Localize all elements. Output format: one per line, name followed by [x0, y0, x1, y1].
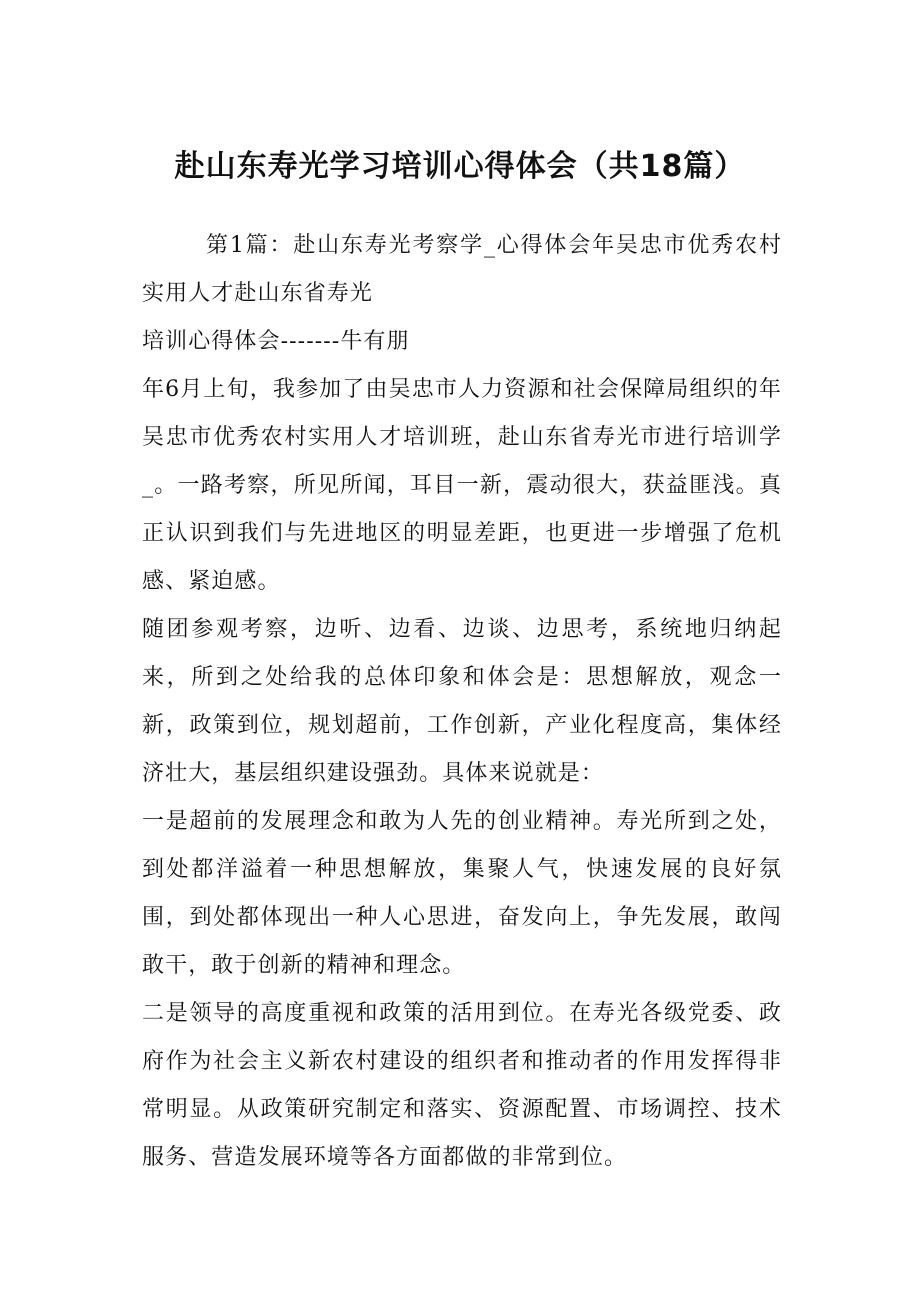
paragraph-summary: 随团参观考察，边听、边看、边谈、边思考，系统地归纳起来，所到之处给我的总体印象和体会是：思想解放，观念一新，政策到位，规划超前，工作创新，产业化程度高，集体经济壮大，基层组织建设强劲。具体来说就是： [142, 617, 782, 786]
document-title: 赴山东寿光学习培训心得体会（共18篇） [174, 149, 746, 184]
paragraph-intro: 年6月上旬，我参加了由吴忠市人力资源和社会保障局组织的年吴忠市优秀农村实用人才培训班，赴山东省寿光市进行培训学_。一路考察，所见所闻，耳目一新，震动很大，获益匪浅。真正认识到我们与先进地区的明显差距，也更进一步增强了危机感、紧迫感。 [142, 377, 782, 594]
paragraph-point-one: 一是超前的发展理念和敢为人先的创业精神。寿光所到之处，到处都洋溢着一种思想解放，集聚人气，快速发展的良好氛围，到处都体现出一种人心思进，奋发向上，争先发展，敢闯敢干，敢于创新的精神和理念。 [142, 809, 782, 978]
document-body [142, 222, 782, 1182]
paragraph-author-line: 培训心得体会-------牛有朋 [142, 329, 410, 354]
paragraph-article-heading: 第1篇：赴山东寿光考察学_心得体会年吴忠市优秀农村实用人才赴山东省寿光 [142, 233, 782, 306]
paragraph-point-two: 二是领导的高度重视和政策的活用到位。在寿光各级党委、政府作为社会主义新农村建设的组织者和推动者的作用发挥得非常明显。从政策研究制定和落实、资源配置、市场调控、技术服务、营造发展环境等各方面都做的非常到位。 [142, 1001, 782, 1170]
